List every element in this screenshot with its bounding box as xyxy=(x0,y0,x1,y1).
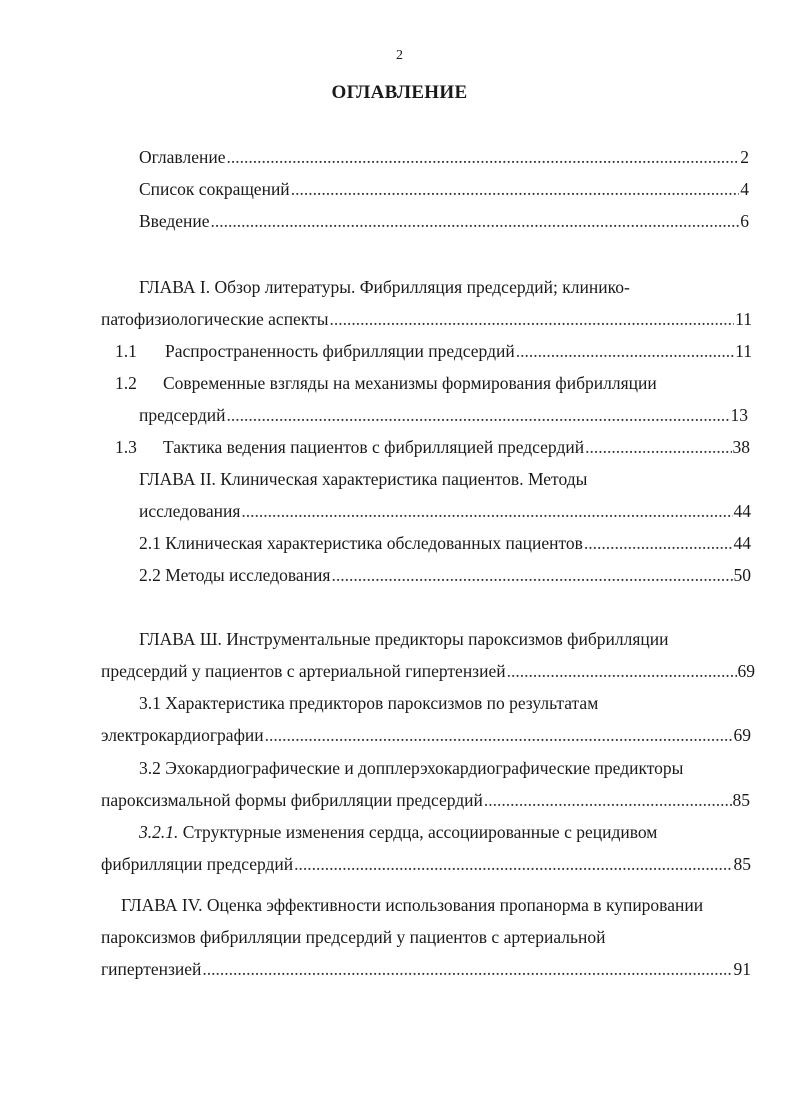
toc-page: 91 xyxy=(733,959,751,979)
toc-label: Современные взгляды на механизмы формирования фибрилляции xyxy=(163,373,657,393)
toc-section-number: 3.2.1. xyxy=(139,822,179,842)
toc-section-1-1[interactable] xyxy=(115,340,752,362)
toc-page: 4 xyxy=(740,179,749,199)
toc-label: фибрилляции предсердий xyxy=(101,854,294,874)
toc-section-1-2[interactable] xyxy=(139,404,748,426)
toc-label: Распространенность фибрилляции предсердий xyxy=(165,341,515,361)
toc-leader xyxy=(584,532,733,554)
toc-chapter-3[interactable] xyxy=(101,660,755,682)
toc-section-1-3[interactable] xyxy=(115,436,750,458)
toc-chapter-4-title-2[interactable]: пароксизмов фибрилляции предсердий у пациентов с артериальной xyxy=(101,927,606,947)
toc-entry-abbreviations[interactable] xyxy=(139,178,749,200)
toc-page: 50 xyxy=(733,565,751,585)
toc-page: 85 xyxy=(733,854,751,874)
toc-chapter-2[interactable] xyxy=(139,500,751,522)
toc-page: 38 xyxy=(732,437,750,457)
toc-section-number: 1.1 xyxy=(115,341,137,361)
toc-leader xyxy=(484,789,732,811)
page-title: ОГЛАВЛЕНИЕ xyxy=(331,82,468,103)
toc-page: 44 xyxy=(733,533,751,553)
toc-page: 69 xyxy=(737,661,755,681)
toc-page: 13 xyxy=(730,405,748,425)
toc-leader xyxy=(507,660,737,682)
toc-section-2-2[interactable] xyxy=(139,564,751,586)
toc-label: Введение xyxy=(139,211,210,231)
toc-page: 69 xyxy=(733,725,751,745)
toc-chapter-4-title-1[interactable]: ГЛАВА IV. Оценка эффективности использования пропанорма в купировании xyxy=(121,895,704,915)
toc-label: 2.1 Клиническая характеристика обследованных пациентов xyxy=(139,533,583,553)
page-number: 2 xyxy=(396,48,403,63)
toc-leader xyxy=(516,340,734,362)
toc-leader xyxy=(226,404,729,426)
toc-section-number: 1.2 xyxy=(115,373,137,393)
toc-chapter-1[interactable] xyxy=(101,308,752,330)
toc-chapter-4[interactable] xyxy=(101,958,751,980)
toc-section-2-1[interactable] xyxy=(139,532,751,554)
toc-section-3-1[interactable] xyxy=(101,724,751,746)
toc-label: гипертензией xyxy=(101,959,202,979)
toc-label: Оглавление xyxy=(139,147,226,167)
toc-section-3-2[interactable] xyxy=(101,789,750,811)
toc-label: 2.2 Методы исследования xyxy=(139,565,331,585)
toc-leader xyxy=(211,210,740,232)
toc-section-3-2-title[interactable]: 3.2 Эхокардиографические и допплерэхокардиографические предикторы xyxy=(139,758,684,778)
toc-chapter-3-title[interactable]: ГЛАВА Ш. Инструментальные предикторы пароксизмов фибрилляции xyxy=(139,629,669,649)
toc-label: Список сокращений xyxy=(139,179,290,199)
toc-leader xyxy=(291,178,740,200)
toc-leader xyxy=(265,724,733,746)
toc-leader xyxy=(330,308,735,330)
toc-entry-contents[interactable] xyxy=(139,146,749,168)
toc-label: Тактика ведения пациентов с фибрилляцией предсердий xyxy=(163,437,585,457)
toc-section-3-2-1-title[interactable] xyxy=(139,821,657,843)
toc-label: предсердий у пациентов с артериальной гипертензией xyxy=(101,661,506,681)
toc-chapter-1-title[interactable]: ГЛАВА I. Обзор литературы. Фибрилляция предсердий; клинико- xyxy=(139,277,630,297)
toc-chapter-2-title[interactable]: ГЛАВА II. Клиническая характеристика пациентов. Методы xyxy=(139,469,588,489)
toc-page: 2 xyxy=(740,147,749,167)
toc-section-3-2-1[interactable] xyxy=(101,853,751,875)
toc-label: предсердий xyxy=(139,405,226,425)
toc-leader xyxy=(294,853,732,875)
toc-leader xyxy=(241,500,732,522)
toc-page: 11 xyxy=(735,341,752,361)
toc-entry-introduction[interactable] xyxy=(139,210,749,232)
toc-section-1-2-title[interactable] xyxy=(115,372,657,394)
toc-section-number: 1.3 xyxy=(115,437,137,457)
toc-page: 85 xyxy=(732,790,750,810)
toc-page: 11 xyxy=(735,309,752,329)
toc-label: патофизиологические аспекты xyxy=(101,309,329,329)
toc-label: Структурные изменения сердца, ассоциированные с рецидивом xyxy=(182,822,658,842)
toc-page: 6 xyxy=(740,211,749,231)
toc-label: исследования xyxy=(139,501,241,521)
toc-leader xyxy=(585,436,731,458)
toc-label: электрокардиографии xyxy=(101,725,264,745)
toc-leader xyxy=(331,564,732,586)
toc-leader xyxy=(226,146,739,168)
toc-section-3-1-title[interactable]: 3.1 Характеристика предикторов пароксизмов по результатам xyxy=(139,693,599,713)
toc-label: пароксизмальной формы фибрилляции предсердий xyxy=(101,790,483,810)
toc-page: 44 xyxy=(733,501,751,521)
toc-leader xyxy=(202,958,732,980)
